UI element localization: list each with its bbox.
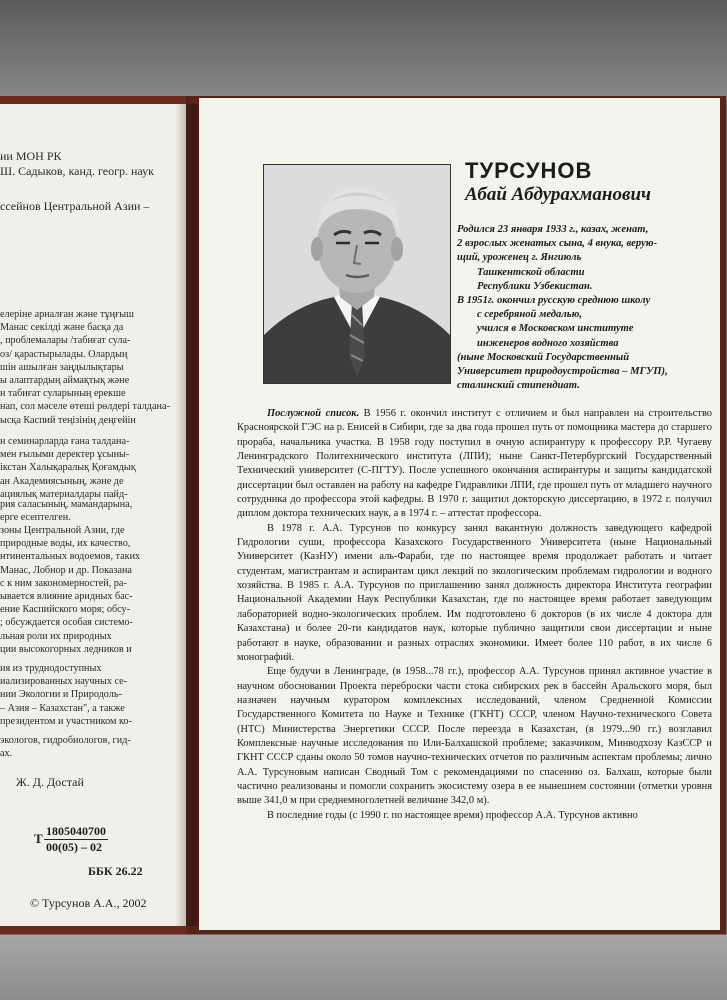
text-line: ; обсуждается особая системо- <box>0 617 133 629</box>
text-line: ысқа Каспий теңізінің деңгейін <box>0 414 136 426</box>
text-line: нап, сол мәселе өтеші рөлдері талдана- <box>0 401 170 413</box>
paragraph-leningrad: Еще будучи в Ленинграде, (в 1958...78 гг.), профессор А.А. Турсунов принял активное участие в научном обосновании Проекта переброски части стока сибирских рек в бассейн Аральского моря, был назначен научным куратором комплексных исследований, членом Средненной Комиссии Государственного Комитета по Науке и Технике (ГКНТ) СССР, членом Научно-технического Совета (НТС) Министерства Энергетики СССР. После переезда в Казахстан, (в 1979...90 гг.) возглавил Комплексные научные исследования по Или-Балхашской проблеме; заказчиком, Минводхозу КазССР и ГКНТ СССР сданы около 50 томов научно-технических отчетов по различным аспектам проблемы; лично А.А. Турсуновым написан Сводный Том с рекомендациями по спасению оз. Балхаш, которые были частично реализованы и помогли сохранить экосистему озера в ее нынешнем состоянии (отметки уровня выше 341,0 м при среднемноголетней величине 342,0 м). <box>237 666 712 807</box>
bbk-code: ББК 26.22 <box>88 864 143 878</box>
paragraph-career-start <box>237 407 712 522</box>
bio-line: щий, уроженец г. Янгиюль <box>457 252 582 264</box>
text-line: шін ашылған заңдылықтары <box>0 361 124 373</box>
kazakh-annotation-part2 <box>0 435 136 501</box>
bio-line: 2 взрослых женатых сына, 4 внука, верую- <box>457 238 657 250</box>
text-line: экологов, гидробиологов, гид- <box>0 735 131 746</box>
right-page <box>199 98 720 930</box>
classification-code <box>44 824 108 855</box>
text-line: , проблемалары /табиғат сула- <box>0 335 131 347</box>
text-line: ывается влияние аридных бас- <box>0 591 133 603</box>
code-numerator: 1805040700 <box>46 824 106 838</box>
text-line: ах. <box>0 748 13 760</box>
text-line: льная роли их природных <box>0 630 112 642</box>
bio-line: (ныне Московский Государственный <box>457 351 630 363</box>
text-line: ерге есептелген. <box>0 512 71 524</box>
text-line: ссейнов Центральной Азии – <box>0 199 150 213</box>
text-line: ение Каспийского моря; обсу- <box>0 604 131 616</box>
portrait-photo <box>263 164 451 384</box>
bio-line: Ташкентской области <box>477 266 585 278</box>
bio-line: Университет природоустройства – МГУП), <box>457 366 668 378</box>
left-page-header <box>0 150 154 213</box>
text-line: Манас секілді және басқа да <box>0 322 124 334</box>
person-surname: ТУРСУНОВ <box>465 158 593 183</box>
text-line: ы алаптардың аймақтық және <box>0 375 130 387</box>
paragraph-text: В 1956 г. окончил институт с отличием и был направлен на строительство Красноярской ГЭС на р. Енисей в Сибири, где за два года прошел путь от помощника мастера до старшего прораба, начальника участка. В 1958 году поступил в очную аспирантуру к профессору Р.Р. Чугаеву Ленинградского Политехнического института (ЛПИ); ныне Санкт-Петербургский Государственный Технический университет (С-ПГТУ). После успешного окончания аспирантуры и защиты кандидатской диссертации был оставлен на работу на кафедре Гидравлики ЛПИ, где прошел путь от младшего научного сотрудника до профессора этой кафедры. В 1970 г. защитил докторскую диссертацию, в 1972 г. получил диплом доктора технических наук, а в 1974 г. – аттестат профессора. <box>237 408 712 520</box>
audience-note <box>0 734 131 760</box>
text-line: ия из труднодоступных <box>0 663 102 674</box>
text-line: с к ним закономерностей, ра- <box>0 577 127 589</box>
text-line: природные воды, их качество, <box>0 538 131 550</box>
text-line: иализированных научных се- <box>0 676 128 688</box>
text-line: Манас, Лобнор и др. Показана <box>0 564 132 576</box>
text-line: зоны Центральной Азии, где <box>0 525 125 536</box>
russian-annotation-part2 <box>0 662 132 728</box>
text-line: ии МОН РК <box>0 149 62 163</box>
text-line: елеріне арналған және тұңғыш <box>0 309 134 320</box>
section-lead: Послужной список. <box>267 408 360 419</box>
text-line: нии Экологии и Природоль- <box>0 689 122 701</box>
bio-line: Республики Узбекистан. <box>477 280 593 292</box>
text-line: оз/ қарастырылады. Олардың <box>0 348 128 360</box>
person-name: Абай Абдурахманович <box>465 184 652 205</box>
paragraph-recent-years: В последние годы (с 1990 г. по настоящее время) профессор А.А. Турсунов активно <box>267 809 638 821</box>
text-line: нтинентальных водоемов, таких <box>0 551 141 563</box>
text-line: ациялық материалдары пайд- <box>0 488 128 500</box>
text-line: ікстан Халықаралық Қоғамдық <box>0 462 136 474</box>
text-line: н табиғат суларының ерекше <box>0 388 126 400</box>
paragraph-kazakhstan: В 1978 г. А.А. Турсунов по конкурсу занял вакантную должность заведующего кафедрой Гидрологии суши, профессора Казахского Государственного Университета (ныне Национальный Университет (КазНУ) имени аль-Фараби, где по настоящее время продолжает работать и читает студентам, магистрантам и аспирантам цикл лекций по экологическим проблемам гидрологии и водного хозяйства. В 1985 г. А.А. Турсунов по приглашению занял должность директора Института географии Национальной Академии Наук Республики Казахстан, где по настоящее время работает заведующим лабораторией водно-экологических проблем. Им подготовлено 6 докторов (в их числе 4 доктора для Казахстана) и более 20-ти кандидатов наук, которые публично защитили свои диссертации и ныне работают в науке, образовании и разных отраслях экономики. Имеет более 110 работ, в их числе 6 монографий. <box>237 522 712 663</box>
copyright: © Турсунов А.А., 2002 <box>30 896 147 910</box>
text-line: мен ғылыми деректер ұсыны- <box>0 449 130 461</box>
code-denominator: 00(05) – 02 <box>46 840 102 854</box>
text-line: президентом и участником ко- <box>0 715 132 727</box>
bio-line: учился в Московском институте <box>477 323 634 335</box>
kazakh-annotation-part3 <box>0 498 132 524</box>
classification-letter: Т <box>34 831 43 846</box>
editor-credit: Ж. Д. Достай <box>16 775 84 789</box>
text-line: Ш. Садыков, канд. геогр. наук <box>0 164 154 178</box>
scan-background-top <box>0 0 727 100</box>
bio-line: инженеров водного хозяйства <box>477 337 619 349</box>
bio-line: В 1951г. окончил русскую среднюю школу <box>457 295 651 307</box>
text-line: – Азия – Казахстан", а также <box>0 702 125 714</box>
russian-annotation <box>0 524 140 656</box>
text-line: ан Академиясының, және де <box>0 475 124 487</box>
scan-background-bottom <box>0 935 727 1000</box>
left-page <box>0 104 186 926</box>
bio-line: сталинский стипендиат. <box>457 380 580 392</box>
text-line: ции высокогорных ледников и <box>0 643 132 655</box>
text-line: н семинарларда ғана талдана- <box>0 436 130 447</box>
biography-summary <box>457 223 717 393</box>
career-record <box>237 407 712 823</box>
bio-line: с серебряной медалью, <box>477 309 583 321</box>
text-line: рия саласының, мамандарына, <box>0 499 133 510</box>
bio-line: Родился 23 января 1933 г., казах, женат, <box>457 224 649 235</box>
kazakh-annotation-part1 <box>0 308 170 427</box>
